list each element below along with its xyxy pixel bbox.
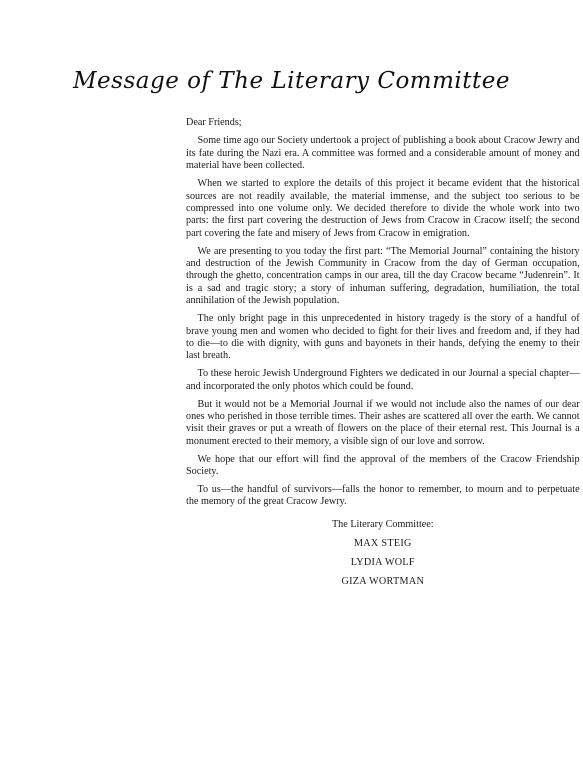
salutation: Dear Friends; [186, 117, 242, 128]
paragraph-8: To us—the handful of survivors—falls the honor to remember, to mourn and to perpetuate the memory of the great Cracow Jewry. [186, 484, 580, 508]
paragraph-2: When we started to explore the details of this project it became evident that the historical sources are not readily available, the material immense, and the subject too serious to be compressed into one volume only. We decided therefore to divide the whole work into two parts: the first part covering the destruction of Jews from Cracow in Cracow itself; the second part covering the fate and misery of Jews from Cracow in emigration. [186, 178, 580, 239]
paragraph-1: Some time ago our Society undertook a project of publishing a book about Cracow Jewry and its fate during the Nazi era. A committee was formed and a considerable amount of money and material have been collected. [186, 135, 580, 172]
signature-block [186, 519, 580, 588]
paragraph-7: We hope that our effort will find the approval of the members of the Cracow Friendship Society. [186, 453, 580, 478]
page-title: Message of The Literary Committee [73, 68, 510, 94]
paragraph-5: To these heroic Jewish Underground Fighters we dedicated in our Journal a special chapter—and incorporated the only photos which could be found. [186, 368, 580, 392]
signatory-name: MAX STEIG [353, 537, 412, 549]
signature-heading: The Literary Committee: [331, 518, 434, 530]
signatory-name: GIZA WORTMAN [341, 575, 425, 587]
letter-body [186, 117, 580, 595]
paragraph-3: We are presenting to you today the first part: “The Memorial Journal” containing the history and destruction of the Jewish Community in Cracow from the day of German occupation, through the ghetto, concentration camps in our area, till the day Cracow became “Judenrein”. It is a sad and tragic story; a story of inhuman suffering, degradation, humiliation, the total annihilation of the Jewish population. [186, 245, 580, 307]
paragraph-4: The only bright page in this unprecedented in history tragedy is the story of a handful of brave young men and women who decided to fight for their lives and freedom and, if they had to die—to die with dignity, with guns and bayonets in their hands, defying the enemy to their last breath. [186, 313, 580, 362]
paragraph-6: But it would not be a Memorial Journal if we would not include also the names of our dear ones who perished in those terrible times. Their ashes are scattered all over the earth. We cannot visit their graves or put a wreath of flowers on the place of their eternal rest. This Journal is a monument erected to their memory, a visible sign of our love and sorrow. [186, 398, 580, 447]
signatory-name: LYDIA WOLF [350, 556, 415, 568]
